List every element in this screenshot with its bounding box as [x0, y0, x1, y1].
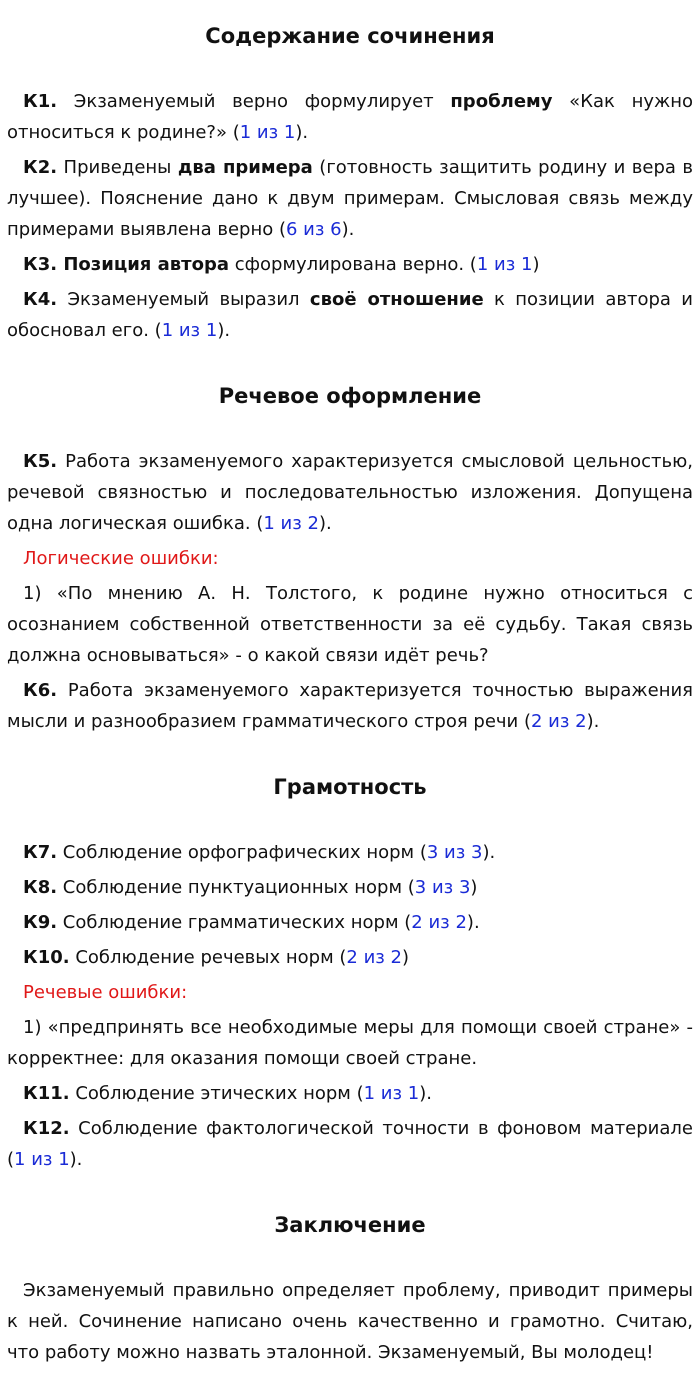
criterion-text: «Как нужно относиться к родине?» (	[7, 91, 693, 143]
criterion-code: К4.	[23, 289, 58, 310]
criterion-text: Соблюдение этических норм (	[69, 1083, 364, 1104]
criterion-text: к позиции автора и обосновал его. (	[7, 289, 693, 341]
criterion-k11	[7, 1078, 693, 1109]
criterion-text: Соблюдение орфографических норм (	[57, 842, 427, 863]
conclusion-text: Экзаменуемый правильно определяет проблему, приводит примеры к ней. Сочинение написано очень качественно и грамотно. Считаю, что работу можно назвать эталонной. Экзаменуемый, Вы молодец!	[7, 1280, 693, 1363]
criterion-code: К6.	[23, 680, 58, 701]
logic-error-item: 1) «По мнению А. Н. Толстого, к родине нужно относиться с осознанием собственной ответственности за её судьбу. Такая связь должна основываться» - о какой связи идёт речь?	[7, 583, 693, 666]
criterion-bold: проблему	[450, 91, 553, 112]
score: 6 из 6	[286, 219, 342, 240]
criterion-text: Экзаменуемый верно формулирует	[57, 91, 451, 112]
criterion-code: К5.	[23, 451, 58, 472]
criterion-code: К8.	[23, 877, 58, 898]
score: 1 из 1	[363, 1083, 420, 1104]
criterion-text: ).	[466, 912, 480, 933]
criterion-text: Соблюдение грамматических норм (	[57, 912, 412, 933]
criterion-text: сформулирована верно. (	[229, 254, 477, 275]
criterion-code: К11.	[23, 1083, 70, 1104]
criterion-text: )	[532, 254, 540, 275]
section-title-speech: Речевое оформление	[218, 384, 482, 408]
score: 1 из 1	[14, 1149, 70, 1170]
criterion-code: К10.	[23, 947, 70, 968]
criterion-text: ).	[341, 219, 355, 240]
criterion-code: К12.	[23, 1118, 70, 1139]
criterion-k10	[7, 942, 693, 973]
criterion-k7	[7, 837, 693, 868]
criterion-k5	[7, 446, 693, 539]
section-title-content: Содержание сочинения	[205, 24, 495, 48]
speech-errors-label: Речевые ошибки:	[23, 982, 188, 1003]
criterion-text: Работа экзаменуемого характеризуется смысловой цельностью, речевой связностью и последовательностью изложения. Допущена одна логическая ошибка. (	[7, 451, 693, 534]
section-title-literacy: Грамотность	[273, 775, 427, 799]
criterion-text: (готовность защитить родину и вера в лучшее). Пояснение дано к двум примерам. Смысловая связь между примерами выявлена верно (	[7, 157, 693, 240]
criterion-k9	[7, 907, 693, 938]
score: 1 из 1	[476, 254, 533, 275]
criterion-code: К7.	[23, 842, 58, 863]
section-title-conclusion: Заключение	[274, 1213, 426, 1237]
criterion-bold: два примера	[177, 157, 313, 178]
criterion-k1	[7, 86, 693, 148]
score: 1 из 1	[239, 122, 296, 143]
criterion-code: К1.	[23, 91, 58, 112]
score: 2 из 2	[346, 947, 403, 968]
criterion-code: К3.	[23, 254, 58, 275]
criterion-code: К9.	[23, 912, 58, 933]
criterion-text: Приведены	[57, 157, 178, 178]
criterion-k6	[7, 675, 693, 737]
logic-errors-label: Логические ошибки:	[23, 548, 219, 569]
score: 1 из 2	[263, 513, 319, 534]
criterion-k8	[7, 872, 693, 903]
criterion-text: ).	[318, 513, 332, 534]
criterion-text: ).	[69, 1149, 83, 1170]
criterion-k2	[7, 152, 693, 245]
score: 3 из 3	[426, 842, 483, 863]
criterion-text: Соблюдение пунктуационных норм (	[57, 877, 415, 898]
criterion-text: ).	[295, 122, 309, 143]
criterion-text: )	[470, 877, 478, 898]
criterion-text: ).	[482, 842, 496, 863]
criterion-text: ).	[419, 1083, 432, 1104]
score: 2 из 2	[530, 711, 587, 732]
criterion-text: Соблюдение речевых норм (	[69, 947, 347, 968]
criterion-k12	[7, 1113, 693, 1175]
speech-error-item: 1) «предпринять все необходимые меры для помощи своей стране» - корректнее: для оказания помощи своей стране.	[7, 1017, 693, 1069]
criterion-text: Работа экзаменуемого характеризуется точностью выражения мысли и разнообразием грамматического строя речи (	[7, 680, 693, 732]
criterion-k3	[7, 249, 693, 280]
criterion-text: ).	[586, 711, 600, 732]
score: 1 из 1	[161, 320, 218, 341]
score: 2 из 2	[411, 912, 467, 933]
criterion-text: Экзаменуемый выразил	[57, 289, 310, 310]
criterion-bold: своё отношение	[309, 289, 484, 310]
criterion-text: Соблюдение фактологической точности в фоновом материале (	[7, 1118, 693, 1170]
criterion-text: ).	[217, 320, 231, 341]
criterion-k4	[7, 284, 693, 346]
criterion-code: К2.	[23, 157, 58, 178]
score: 3 из 3	[414, 877, 471, 898]
criterion-bold: Позиция автора	[57, 254, 229, 275]
criterion-text: )	[402, 947, 410, 968]
